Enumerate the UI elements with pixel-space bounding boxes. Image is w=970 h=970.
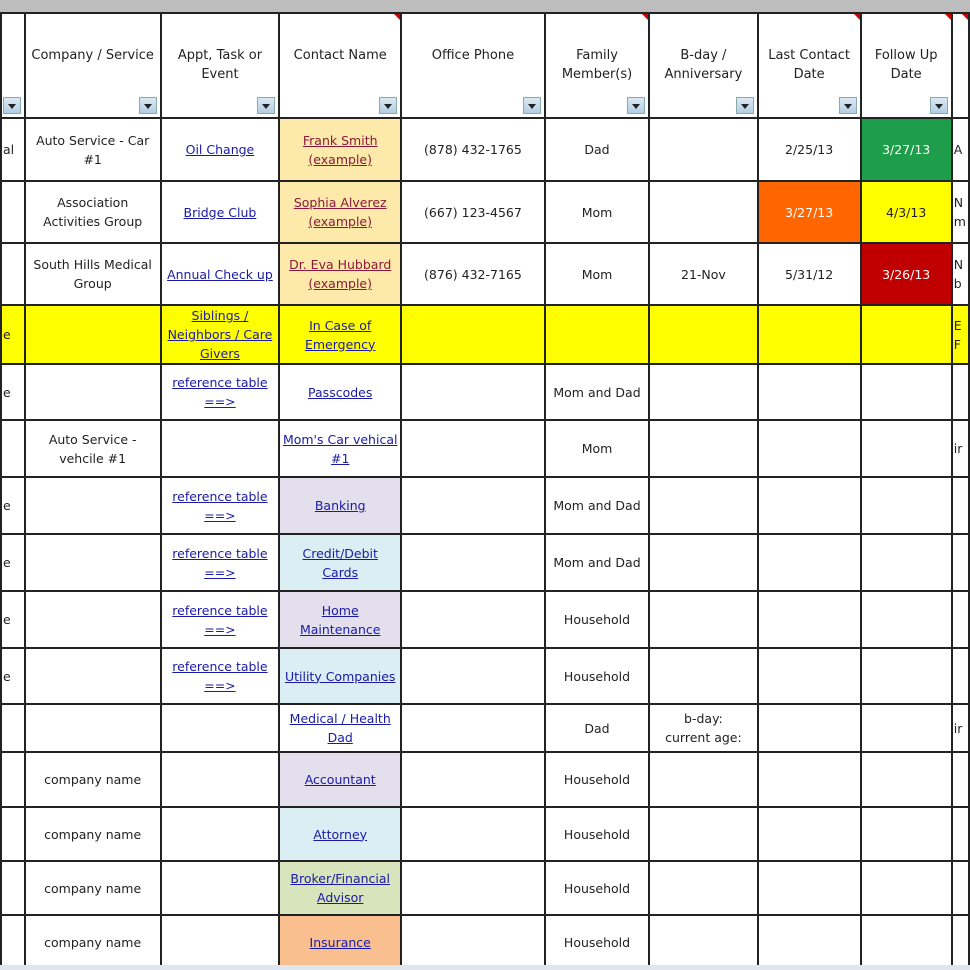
contact-link[interactable]: Medical / Health Dad [289,711,391,745]
comment-indicator-icon [962,14,968,20]
appt-link[interactable]: reference table ==> [172,545,268,580]
cell-text: al [3,142,15,157]
cell-text: Mom and Dad [553,384,641,400]
cell-contact-name[interactable] [279,477,401,534]
cell-col-notes[interactable] [952,915,969,969]
cell-text: e [3,612,11,627]
cell-family-members[interactable] [545,915,649,969]
cell-follow-up-date[interactable] [861,477,952,534]
table-row [1,591,969,648]
cell-office-phone[interactable] [401,752,545,807]
cell-bday-anniversary[interactable] [649,243,757,305]
cell-text: Mom and Dad [553,498,641,513]
cell-follow-up-date[interactable] [861,752,952,807]
cell-col-a[interactable] [1,648,25,704]
cell-text: ir [953,441,963,456]
filter-dropdown-button[interactable] [930,97,948,114]
cell-company-service[interactable] [25,591,161,648]
cell-text: Dad [584,720,610,736]
header-row [1,13,969,118]
cell-text: 2/25/13 [785,142,834,157]
cell-text: N m [953,195,966,229]
cell-last-contact-date[interactable] [758,477,861,534]
cell-contact-name[interactable] [279,364,401,420]
appt-link[interactable]: reference table ==> [172,659,268,693]
cell-col-notes[interactable] [952,704,969,752]
contact-link[interactable]: In Case of Emergency [304,317,376,352]
cell-bday-anniversary[interactable] [649,118,757,181]
cell-contact-name[interactable] [279,915,401,969]
table-row [1,704,969,752]
cell-follow-up-date[interactable] [861,861,952,915]
cell-office-phone[interactable] [401,477,545,534]
comment-indicator-icon [642,14,648,20]
cell-text: Household [563,612,631,627]
cell-office-phone[interactable] [401,591,545,648]
cell-text: Dad [584,142,610,157]
cell-appt-task-event[interactable] [161,534,280,591]
filter-dropdown-button[interactable] [736,97,754,114]
appt-link[interactable]: reference table ==> [172,602,268,637]
cell-family-members[interactable] [545,181,649,243]
header-last-contact-date[interactable] [758,13,861,118]
cell-col-notes[interactable] [952,591,969,648]
comment-indicator-icon [394,14,400,20]
cell-follow-up-date[interactable] [861,305,952,364]
cell-text: company name [44,934,142,950]
cell-contact-name[interactable] [279,243,401,305]
cell-office-phone[interactable] [401,534,545,591]
cell-follow-up-date[interactable] [861,420,952,477]
cell-appt-task-event[interactable] [161,305,280,364]
cell-company-service[interactable] [25,861,161,915]
cell-company-service[interactable] [25,704,161,752]
cell-text: Mom and Dad [553,555,641,570]
cell-text: E F [953,317,962,352]
cell-text: Household [563,934,631,950]
cell-office-phone[interactable] [401,704,545,752]
contact-link[interactable]: Passcodes [308,384,373,400]
cell-company-service[interactable] [25,305,161,364]
appt-link[interactable]: Oil Change [185,142,255,157]
cell-appt-task-event[interactable] [161,364,280,420]
table-row [1,364,969,420]
filter-dropdown-button[interactable] [523,97,541,114]
filter-dropdown-button[interactable] [257,97,275,114]
cell-appt-task-event[interactable] [161,477,280,534]
cell-col-a[interactable] [1,305,25,364]
cell-text: N b [953,257,964,291]
cell-bday-anniversary[interactable] [649,915,757,969]
cell-family-members[interactable] [545,591,649,648]
cell-text: Mom [581,266,613,282]
cell-col-notes[interactable] [952,861,969,915]
cell-bday-anniversary[interactable] [649,861,757,915]
cell-text: b-day: current age: [665,711,742,745]
cell-col-notes[interactable] [952,181,969,243]
cell-text: Mom [581,204,613,220]
cell-text: Household [563,772,631,787]
contact-link[interactable]: Credit/Debit Cards [302,545,378,580]
table-row [1,420,969,477]
cell-appt-task-event[interactable] [161,807,280,861]
header-label: Follow Up Date [874,48,938,82]
cell-company-service[interactable] [25,534,161,591]
cell-last-contact-date[interactable] [758,534,861,591]
cell-text: Household [563,880,631,896]
cell-text: A [953,142,963,157]
header-label: Last Contact Date [768,48,850,82]
cell-col-a[interactable] [1,591,25,648]
window-top-bar [0,0,970,12]
cell-text: 4/3/13 [886,204,927,220]
header-col-notes[interactable] [952,13,969,118]
cell-contact-name[interactable] [279,752,401,807]
cell-follow-up-date[interactable] [861,534,952,591]
cell-family-members[interactable] [545,477,649,534]
table-row [1,477,969,534]
table-row [1,915,969,969]
header-label: Family Member(s) [561,48,633,82]
cell-last-contact-date[interactable] [758,364,861,420]
cell-text: (878) 432-1765 [424,142,522,157]
cell-contact-name[interactable] [279,648,401,704]
cell-last-contact-date[interactable] [758,807,861,861]
cell-bday-anniversary[interactable] [649,364,757,420]
table-row [1,534,969,591]
cell-follow-up-date[interactable] [861,181,952,243]
table-row [1,243,969,305]
cell-bday-anniversary[interactable] [649,752,757,807]
contact-link[interactable]: Utility Companies [284,668,396,684]
cell-contact-name[interactable] [279,181,401,243]
cell-text: e [3,668,11,684]
cell-text: Mom [581,441,613,456]
cell-family-members[interactable] [545,243,649,305]
contact-link[interactable]: Broker/Financial Advisor [290,871,391,905]
cell-appt-task-event[interactable] [161,704,280,752]
contact-link[interactable]: Attorney [313,826,368,842]
cell-col-notes[interactable] [952,243,969,305]
header-label: Company / Service [31,48,154,63]
cell-follow-up-date[interactable] [861,118,952,181]
cell-company-service[interactable] [25,915,161,969]
appt-link[interactable]: Bridge Club [183,204,257,220]
contact-link[interactable]: Home Maintenance [299,602,381,637]
cell-follow-up-date[interactable] [861,364,952,420]
cell-company-service[interactable] [25,118,161,181]
contact-link[interactable]: Frank Smith (example) [302,132,378,167]
cell-follow-up-date[interactable] [861,591,952,648]
cell-contact-name[interactable] [279,861,401,915]
cell-family-members[interactable] [545,861,649,915]
filter-dropdown-button[interactable] [3,97,21,114]
appt-link[interactable]: Siblings / Neighbors / Care Givers [167,308,273,361]
table-row [1,305,969,364]
cell-contact-name[interactable] [279,305,401,364]
filter-dropdown-button[interactable] [627,97,645,114]
cell-col-a[interactable] [1,534,25,591]
table-row [1,181,969,243]
cell-follow-up-date[interactable] [861,915,952,969]
header-col-a[interactable] [1,13,25,118]
cell-company-service[interactable] [25,807,161,861]
cell-col-notes[interactable] [952,534,969,591]
header-label: Contact Name [293,48,387,63]
cell-appt-task-event[interactable] [161,181,280,243]
cell-text: 5/31/12 [785,266,834,282]
cell-col-a[interactable] [1,807,25,861]
cell-family-members[interactable] [545,704,649,752]
cell-last-contact-date[interactable] [758,648,861,704]
cell-last-contact-date[interactable] [758,704,861,752]
cell-follow-up-date[interactable] [861,807,952,861]
table-row [1,861,969,915]
cell-family-members[interactable] [545,118,649,181]
cell-follow-up-date[interactable] [861,704,952,752]
cell-contact-name[interactable] [279,807,401,861]
cell-family-members[interactable] [545,752,649,807]
cell-bday-anniversary[interactable] [649,477,757,534]
cell-text: 3/26/13 [882,266,931,282]
cell-family-members[interactable] [545,648,649,704]
cell-office-phone[interactable] [401,420,545,477]
cell-appt-task-event[interactable] [161,861,280,915]
header-contact-name[interactable] [279,13,401,118]
cell-text: company name [44,880,142,896]
cell-text: company name [44,772,142,787]
cell-family-members[interactable] [545,534,649,591]
cell-text: e [3,384,11,400]
cell-col-a[interactable] [1,364,25,420]
cell-col-notes[interactable] [952,118,969,181]
cell-last-contact-date[interactable] [758,861,861,915]
cell-text: South Hills Medical Group [33,257,152,291]
cell-text: company name [44,826,142,842]
cell-col-a[interactable] [1,181,25,243]
cell-last-contact-date[interactable] [758,752,861,807]
cell-col-notes[interactable] [952,807,969,861]
appt-link[interactable]: reference table ==> [172,375,268,409]
cell-text: Auto Service - Car #1 [36,132,150,167]
cell-office-phone[interactable] [401,305,545,364]
table-row [1,648,969,704]
horizontal-scrollbar[interactable] [0,965,970,970]
cell-follow-up-date[interactable] [861,648,952,704]
cell-col-a[interactable] [1,704,25,752]
cell-text: 3/27/13 [882,142,931,157]
cell-bday-anniversary[interactable] [649,648,757,704]
cell-contact-name[interactable] [279,420,401,477]
table-row [1,807,969,861]
contact-link[interactable]: Insurance [309,934,371,950]
cell-company-service[interactable] [25,752,161,807]
cell-last-contact-date[interactable] [758,243,861,305]
cell-company-service[interactable] [25,364,161,420]
cell-last-contact-date[interactable] [758,420,861,477]
filter-dropdown-button[interactable] [839,97,857,114]
cell-office-phone[interactable] [401,243,545,305]
cell-appt-task-event[interactable] [161,118,280,181]
cell-text: (876) 432-7165 [424,266,522,282]
cell-appt-task-event[interactable] [161,752,280,807]
cell-family-members[interactable] [545,420,649,477]
cell-contact-name[interactable] [279,704,401,752]
cell-last-contact-date[interactable] [758,591,861,648]
cell-office-phone[interactable] [401,181,545,243]
cell-col-a[interactable] [1,477,25,534]
cell-office-phone[interactable] [401,915,545,969]
cell-col-notes[interactable] [952,364,969,420]
cell-col-notes[interactable] [952,648,969,704]
cell-col-notes[interactable] [952,752,969,807]
cell-bday-anniversary[interactable] [649,181,757,243]
cell-col-notes[interactable] [952,420,969,477]
cell-last-contact-date[interactable] [758,305,861,364]
cell-contact-name[interactable] [279,591,401,648]
cell-text: e [3,555,11,570]
cell-appt-task-event[interactable] [161,915,280,969]
contact-link[interactable]: Mom's Car vehical #1 [282,431,398,466]
contacts-spreadsheet [0,12,970,970]
cell-bday-anniversary[interactable] [649,420,757,477]
cell-bday-anniversary[interactable] [649,807,757,861]
cell-text: (667) 123-4567 [424,204,522,220]
contact-link[interactable]: Dr. Eva Hubbard (example) [289,257,392,291]
header-label: Office Phone [431,48,515,63]
cell-bday-anniversary[interactable] [649,534,757,591]
cell-appt-task-event[interactable] [161,243,280,305]
cell-family-members[interactable] [545,305,649,364]
cell-company-service[interactable] [25,420,161,477]
appt-link[interactable]: Annual Check up [167,266,273,282]
contact-link[interactable]: Accountant [304,772,376,787]
header-company-service[interactable] [25,13,161,118]
cell-col-a[interactable] [1,752,25,807]
cell-text: e [3,498,11,513]
cell-family-members[interactable] [545,364,649,420]
cell-text: Auto Service - vehcile #1 [48,431,137,466]
cell-contact-name[interactable] [279,534,401,591]
cell-bday-anniversary[interactable] [649,591,757,648]
header-family-members[interactable] [545,13,649,118]
cell-appt-task-event[interactable] [161,591,280,648]
cell-col-a[interactable] [1,915,25,969]
filter-dropdown-button[interactable] [379,97,397,114]
cell-company-service[interactable] [25,477,161,534]
cell-text: Household [563,826,631,842]
cell-family-members[interactable] [545,807,649,861]
cell-col-notes[interactable] [952,305,969,364]
cell-text: e [3,327,11,342]
header-follow-up-date[interactable] [861,13,952,118]
cell-company-service[interactable] [25,648,161,704]
cell-appt-task-event[interactable] [161,420,280,477]
header-office-phone[interactable] [401,13,545,118]
table-row [1,752,969,807]
contact-link[interactable]: Banking [314,498,366,513]
cell-company-service[interactable] [25,181,161,243]
cell-col-a[interactable] [1,243,25,305]
filter-dropdown-button[interactable] [139,97,157,114]
cell-col-a[interactable] [1,118,25,181]
header-appt-task-event[interactable] [161,13,280,118]
header-label: Appt, Task or Event [177,48,263,82]
cell-last-contact-date[interactable] [758,915,861,969]
cell-text: Household [563,668,631,684]
header-bday-anniversary[interactable] [649,13,757,118]
cell-contact-name[interactable] [279,118,401,181]
contact-link[interactable]: Sophia Alverez (example) [293,195,387,229]
cell-office-phone[interactable] [401,118,545,181]
appt-link[interactable]: reference table ==> [172,488,268,523]
cell-office-phone[interactable] [401,861,545,915]
comment-indicator-icon [854,14,860,20]
cell-appt-task-event[interactable] [161,648,280,704]
cell-last-contact-date[interactable] [758,118,861,181]
cell-text: ir [953,720,963,736]
cell-office-phone[interactable] [401,648,545,704]
table-row [1,118,969,181]
cell-text: 21-Nov [681,266,726,282]
cell-bday-anniversary[interactable] [649,305,757,364]
cell-col-a[interactable] [1,420,25,477]
cell-col-a[interactable] [1,861,25,915]
cell-company-service[interactable] [25,243,161,305]
header-label: B-day / Anniversary [664,48,743,82]
cell-text: Association Activities Group [43,195,143,229]
cell-office-phone[interactable] [401,364,545,420]
cell-office-phone[interactable] [401,807,545,861]
cell-last-contact-date[interactable] [758,181,861,243]
cell-text: 3/27/13 [785,204,834,220]
cell-bday-anniversary[interactable] [649,704,757,752]
comment-indicator-icon [945,14,951,20]
cell-follow-up-date[interactable] [861,243,952,305]
cell-col-notes[interactable] [952,477,969,534]
